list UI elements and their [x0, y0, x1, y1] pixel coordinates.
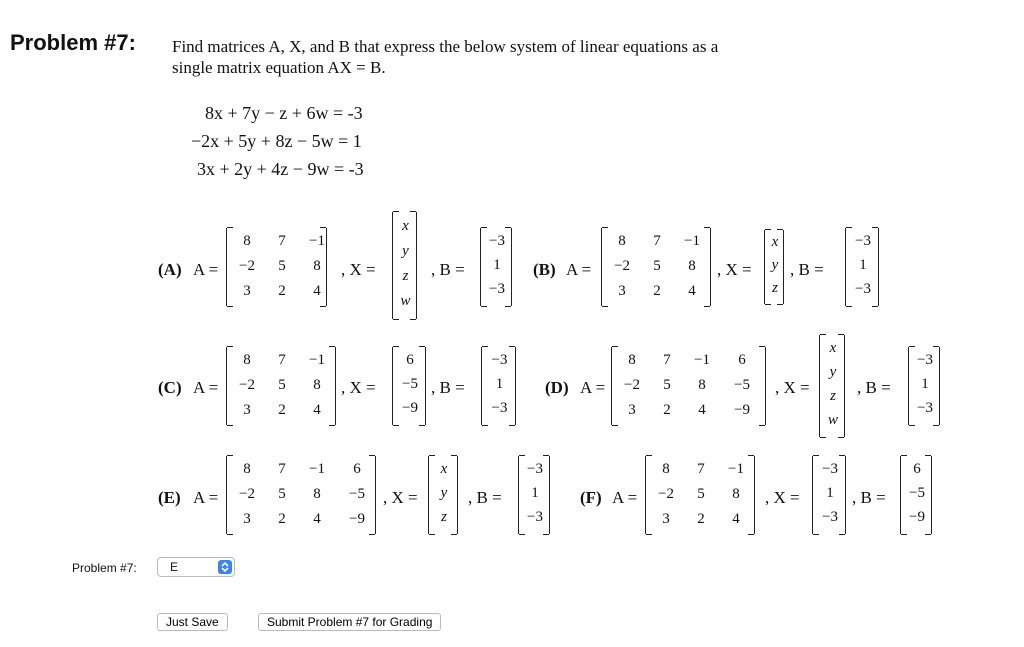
matrix-cell: −5 [734, 377, 750, 393]
matrix-cell: 4 [313, 511, 321, 527]
option-c-matrix-x [392, 347, 426, 425]
matrix-cell: −2 [658, 486, 674, 502]
matrix-cell: 6 [738, 352, 746, 368]
matrix-cell: 7 [278, 233, 286, 249]
option-d-matrix-a [611, 347, 766, 425]
matrix-cell: 2 [278, 283, 286, 299]
vector-cell: 1 [859, 257, 867, 273]
matrix-cell: 5 [653, 258, 661, 274]
matrix-cell: 2 [697, 511, 705, 527]
vector-cell: y [440, 485, 448, 501]
vector-cell: −3 [855, 233, 871, 249]
option-a-label: (A) [158, 260, 182, 279]
vector-cell: −3 [855, 281, 871, 297]
equation-1: 8x + 7y − z + 6w = -3 [205, 103, 363, 123]
matrix-cell: −2 [239, 377, 255, 393]
vector-cell: 1 [495, 376, 504, 392]
submit-button[interactable]: Submit Problem #7 for Grading [258, 613, 441, 631]
vector-cell: w [400, 293, 411, 310]
matrix-cell: 5 [278, 486, 286, 502]
matrix-cell: 6 [353, 461, 361, 477]
vector-cell: 1 [921, 376, 929, 392]
option-a-matrix-a [226, 228, 327, 306]
matrix-cell: 8 [732, 486, 740, 502]
option-d-a-symbol: A = [580, 378, 606, 397]
option-e-a-symbol: A = [193, 488, 219, 507]
instructions [172, 36, 718, 78]
matrix-cell: −1 [309, 352, 325, 368]
matrix-cell: −1 [694, 352, 710, 368]
matrix-cell: −2 [239, 486, 255, 502]
vector-cell: 1 [531, 485, 539, 501]
option-f-a-symbol: A = [612, 488, 638, 507]
option-b-label: (B) [533, 260, 556, 279]
matrix-cell: 8 [243, 233, 251, 249]
vector-cell: −5 [909, 485, 925, 501]
matrix-cell: 7 [278, 352, 286, 368]
matrix-cell: −1 [684, 233, 700, 249]
matrix-cell: −5 [349, 486, 365, 502]
matrix-cell: −1 [309, 233, 325, 249]
option-b-matrix-b [845, 228, 879, 306]
option-a-a-symbol: A = [193, 260, 219, 279]
option-d-matrix-b [908, 347, 940, 425]
option-c-matrix-a [226, 347, 336, 425]
vector-cell: −3 [822, 509, 838, 525]
matrix-cell: 7 [653, 233, 661, 249]
matrix-cell: 5 [697, 486, 705, 502]
option-a-b-symbol: , B = [431, 260, 465, 279]
matrix-cell: 7 [663, 352, 671, 368]
matrix-cell: 5 [663, 377, 671, 393]
option-c-matrix-b [481, 347, 516, 425]
matrix-cell: 8 [688, 258, 696, 274]
vector-cell: −9 [909, 509, 925, 525]
matrix-cell: 7 [278, 461, 286, 477]
vector-cell: 1 [826, 485, 834, 501]
updown-chevron-icon [218, 560, 232, 574]
option-b-a-symbol: A = [566, 260, 592, 279]
matrix-cell: 8 [662, 461, 670, 477]
option-b-x-symbol: , X = [717, 260, 752, 279]
vector-cell: −5 [402, 376, 418, 392]
vector-cell: 6 [406, 352, 414, 368]
matrix-cell: 7 [697, 461, 705, 477]
option-f-x-symbol: , X = [765, 488, 800, 507]
matrix-cell: 2 [663, 402, 671, 418]
option-d-matrix-x [819, 335, 845, 437]
option-a-x-symbol: , X = [341, 260, 376, 279]
vector-cell: −3 [527, 461, 543, 477]
vector-cell: −3 [489, 281, 505, 297]
matrix-cell: 3 [243, 402, 251, 418]
option-b-matrix-x [764, 230, 784, 304]
equation-3: 3x + 2y + 4z − 9w = -3 [197, 159, 364, 179]
vector-cell: x [440, 461, 448, 477]
vector-cell: −3 [917, 352, 933, 368]
vector-cell: y [402, 242, 409, 259]
option-f-matrix-x [812, 456, 846, 534]
option-f-matrix-a [645, 456, 755, 534]
answer-label: Problem #7: [72, 561, 137, 575]
vector-cell: −3 [822, 461, 838, 477]
matrix-cell: −2 [624, 377, 640, 393]
matrix-cell: 5 [278, 377, 286, 393]
vector-cell: 1 [493, 257, 501, 273]
matrix-cell: 8 [243, 352, 251, 368]
matrix-cell: 8 [628, 352, 636, 368]
option-e-matrix-x [428, 456, 458, 534]
option-c-x-symbol: , X = [341, 378, 376, 397]
vector-cell: w [827, 412, 839, 428]
vector-cell: 6 [913, 461, 921, 477]
equation-2: −2x + 5y + 8z − 5w = 1 [191, 131, 362, 151]
vector-cell: x [829, 340, 837, 356]
vector-cell: −9 [402, 400, 418, 416]
matrix-cell: 2 [653, 283, 661, 299]
matrix-cell: 4 [698, 402, 706, 418]
vector-cell: −3 [917, 400, 933, 416]
option-d-x-symbol: , X = [775, 378, 810, 397]
vector-cell: y [829, 364, 837, 380]
matrix-cell: 4 [688, 283, 696, 299]
matrix-cell: −2 [614, 258, 630, 274]
option-e-matrix-a [226, 456, 376, 534]
matrix-cell: 8 [698, 377, 706, 393]
matrix-cell: 3 [243, 283, 251, 299]
option-e-b-symbol: , B = [468, 488, 502, 507]
matrix-cell: −9 [734, 402, 750, 418]
option-e-x-symbol: , X = [383, 488, 418, 507]
vector-cell: x [771, 234, 779, 251]
option-d-label: (D) [545, 378, 569, 397]
matrix-cell: 5 [278, 258, 286, 274]
matrix-cell: −1 [309, 461, 325, 477]
option-e-matrix-b [518, 456, 550, 534]
vector-cell: −3 [491, 400, 508, 416]
matrix-cell: 4 [732, 511, 740, 527]
option-c-label: (C) [158, 378, 182, 397]
matrix-cell: 3 [243, 511, 251, 527]
matrix-cell: −9 [349, 511, 365, 527]
matrix-cell: 3 [618, 283, 626, 299]
vector-cell: z [402, 268, 409, 285]
vector-cell: z [441, 509, 447, 525]
vector-cell: y [771, 257, 779, 273]
option-c-b-symbol: , B = [431, 378, 465, 397]
vector-cell: x [402, 217, 409, 234]
answer-select[interactable] [157, 557, 235, 577]
matrix-cell: 2 [278, 511, 286, 527]
matrix-cell: 3 [628, 402, 636, 418]
answer-select-value: E [170, 560, 179, 574]
matrix-cell: 3 [662, 511, 670, 527]
matrix-cell: −2 [239, 258, 255, 274]
problem-title: Problem #7: [10, 30, 136, 55]
option-b-matrix-a [601, 228, 711, 306]
matrix-cell: −1 [728, 461, 744, 477]
matrix-cell: 8 [618, 233, 626, 249]
matrix-cell: 8 [313, 258, 321, 274]
option-f-matrix-b [900, 456, 932, 534]
vector-cell: −3 [489, 233, 505, 249]
vector-cell: z [772, 279, 778, 296]
just-save-button[interactable]: Just Save [157, 613, 228, 631]
matrix-cell: 2 [278, 402, 286, 418]
matrix-cell: 4 [313, 283, 321, 299]
option-b-b-symbol: , B = [790, 260, 824, 279]
option-f-b-symbol: , B = [852, 488, 886, 507]
matrix-cell: 8 [313, 486, 321, 502]
option-a-matrix-x [392, 212, 417, 319]
matrix-cell: 4 [313, 402, 321, 418]
option-d-b-symbol: , B = [857, 378, 891, 397]
vector-cell: z [830, 388, 836, 404]
option-f-label: (F) [580, 488, 602, 507]
vector-cell: −3 [491, 352, 508, 368]
option-c-a-symbol: A = [193, 378, 219, 397]
option-e-label: (E) [158, 488, 181, 507]
matrix-cell: 8 [243, 461, 251, 477]
option-a-matrix-b [480, 228, 512, 306]
instructions-line-1: Find matrices A, X, and B that express the below system of linear equations as a [172, 37, 719, 56]
matrix-cell: 8 [313, 377, 321, 393]
vector-cell: −3 [527, 509, 543, 525]
instructions-line-2: single matrix equation AX = B. [172, 58, 386, 77]
